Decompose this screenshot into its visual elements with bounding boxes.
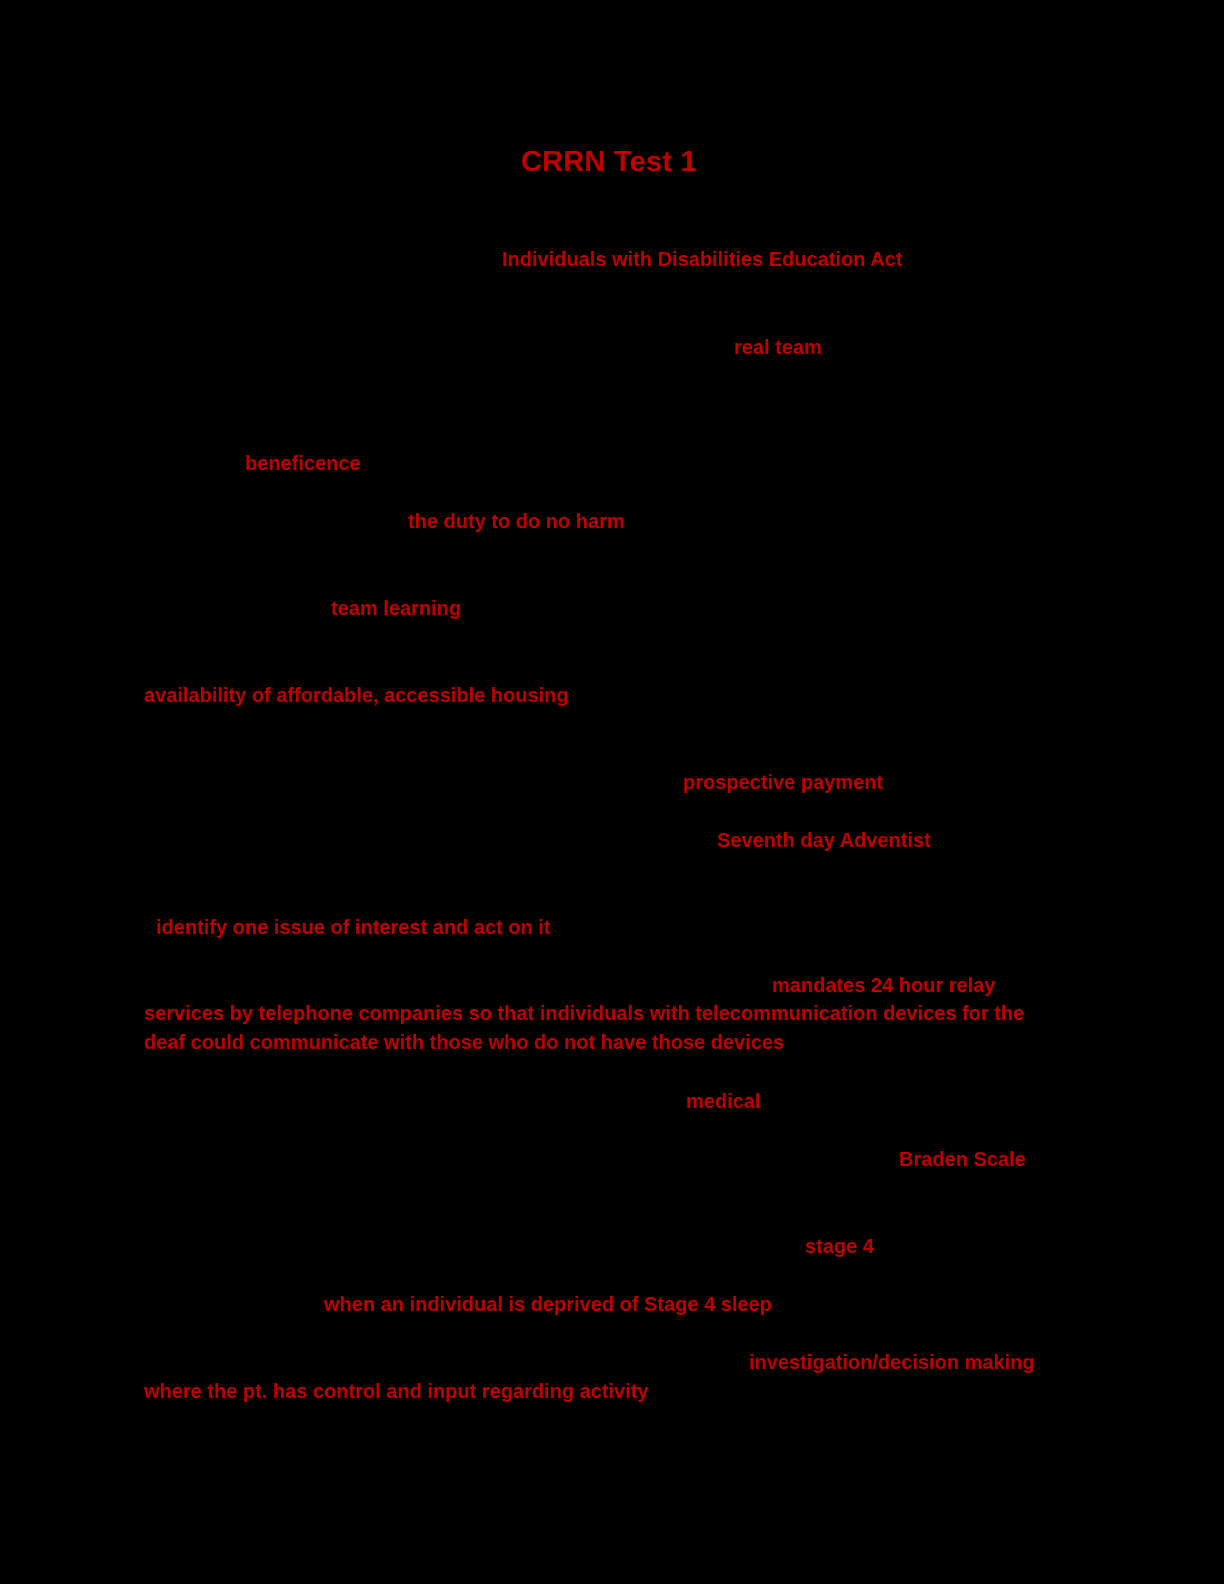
answer-text: where the pt. has control and input regarding activity <box>144 1381 649 1403</box>
answer-text: mandates 24 hour relay <box>772 975 996 997</box>
answer-text: Individuals with Disabilities Education Act <box>502 249 903 271</box>
answer-text: real team <box>734 337 822 359</box>
answer-paragraph <box>144 1000 1024 1058</box>
answer-text: stage 4 <box>805 1236 874 1258</box>
answer-text: team learning <box>331 598 462 620</box>
answer-text: availability of affordable, accessible housing <box>144 685 569 707</box>
document-title: CRRN Test 1 <box>521 146 697 178</box>
answer-text: services by telephone companies so that individuals with telecommunication devices for the <box>144 1003 1025 1025</box>
answer-text: when an individual is deprived of Stage 4 sleep <box>324 1294 772 1316</box>
answer-text: Braden Scale <box>899 1149 1026 1171</box>
answer-text: the duty to do no harm <box>408 511 625 533</box>
answer-text: identify one issue of interest and act on it <box>156 917 551 939</box>
answer-text: medical <box>686 1091 761 1113</box>
answer-text: deaf could communicate with those who do not have those devices <box>144 1032 785 1054</box>
answer-text: investigation/decision making <box>749 1352 1035 1374</box>
answer-text: prospective payment <box>683 772 884 794</box>
answer-text: beneficence <box>245 453 361 475</box>
answer-text: Seventh day Adventist <box>717 830 931 852</box>
